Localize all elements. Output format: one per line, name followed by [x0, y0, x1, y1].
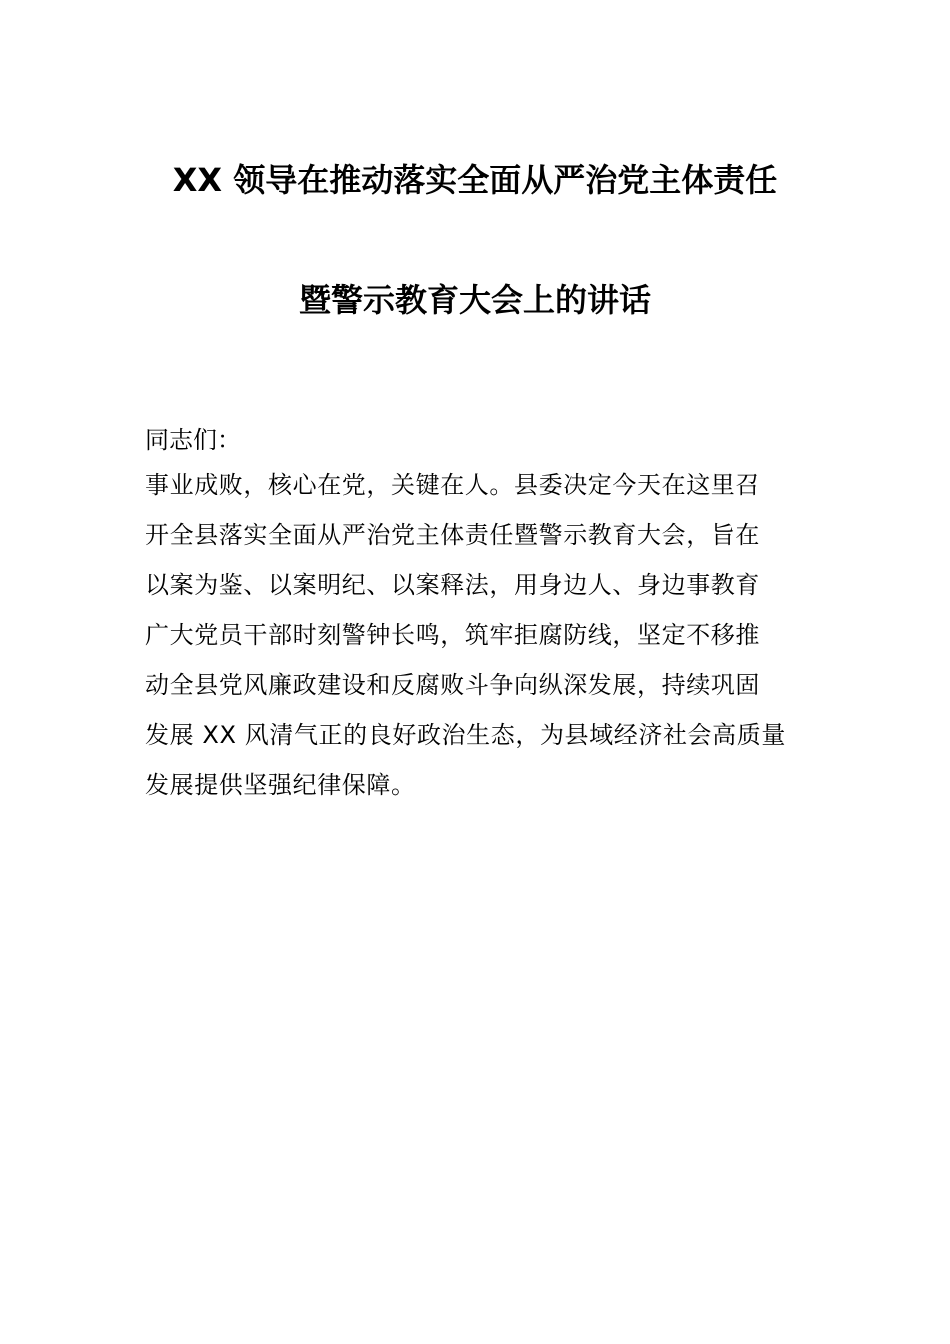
title-line-1: XX 领导在推动落实全面从严治党主体责任 — [172, 161, 778, 199]
paragraph-line: 动全县党风廉政建设和反腐败斗争向纵深发展，持续巩固 — [145, 671, 760, 699]
paragraph-line: 事业成败，核心在党，关键在人。县委决定今天在这里召 — [145, 471, 760, 499]
speech-body — [145, 420, 810, 810]
paragraph-line: 开全县落实全面从严治党主体责任暨警示教育大会，旨在 — [145, 521, 760, 549]
paragraph-line: 发展 XX 风清气正的良好政治生态，为县域经济社会高质量 — [145, 721, 786, 749]
paragraph-line: 以案为鉴、以案明纪、以案释法，用身边人、身边事教育 — [145, 571, 760, 599]
paragraph-line: 广大党员干部时刻警钟长鸣，筑牢拒腐防线，坚定不移推 — [145, 621, 760, 649]
title-line-2: 暨警示教育大会上的讲话 — [298, 281, 651, 319]
paragraph-line: 发展提供坚强纪律保障。 — [145, 771, 416, 799]
salutation: 同志们： — [145, 426, 241, 454]
